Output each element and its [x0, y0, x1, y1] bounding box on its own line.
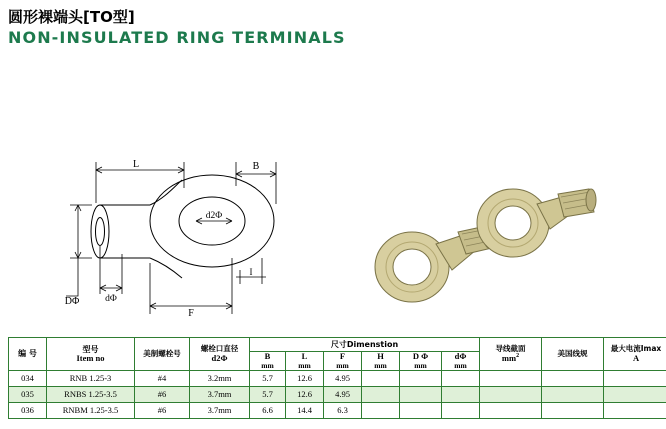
cell-dphi2 [442, 403, 480, 419]
th-wire: 导线截面 $mm^2$ [480, 338, 542, 371]
th-dphi: D Φ mm [400, 352, 442, 371]
cell-l: 14.4 [286, 403, 324, 419]
product-diagram [0, 58, 666, 326]
cell-l: 12.6 [286, 387, 324, 403]
cell-model: RNBM 1.25-3.5 [47, 403, 135, 419]
cell-wire [480, 387, 542, 403]
cell-imax [604, 387, 666, 403]
th-l: L mm [286, 352, 324, 371]
cell-code: 036 [9, 403, 47, 419]
th-code: 编 号 [9, 338, 47, 371]
cell-hole: 3.2mm [190, 371, 250, 387]
svg-text:d2Φ: d2Φ [205, 211, 223, 221]
table-body [9, 371, 666, 419]
cell-h [362, 387, 400, 403]
cell-f: 4.95 [324, 387, 362, 403]
cell-dphi [400, 403, 442, 419]
cell-dphi2 [442, 387, 480, 403]
cell-f: 4.95 [324, 371, 362, 387]
svg-text:I: I [249, 267, 253, 277]
cell-dphi [400, 371, 442, 387]
cell-hole: 3.7mm [190, 387, 250, 403]
svg-text:B: B [252, 161, 260, 172]
cell-imax [604, 371, 666, 387]
cell-model: RNBS 1.25-3.5 [47, 387, 135, 403]
th-hole: 螺栓口直径 d2Φ [190, 338, 250, 371]
cell-b: 5.7 [250, 387, 286, 403]
th-f: F mm [324, 352, 362, 371]
cell-awg [542, 387, 604, 403]
cell-awg [542, 403, 604, 419]
th-awg: 美国线规 [542, 338, 604, 371]
cell-h [362, 371, 400, 387]
cell-awg [542, 371, 604, 387]
cell-model: RNB 1.25-3 [47, 371, 135, 387]
cell-imax [604, 403, 666, 419]
cell-screw: #4 [135, 371, 190, 387]
cell-dphi [400, 387, 442, 403]
cell-dphi2 [442, 371, 480, 387]
cell-wire [480, 403, 542, 419]
specification-table [8, 337, 662, 419]
svg-text:DΦ: DΦ [64, 296, 80, 307]
cell-code: 034 [9, 371, 47, 387]
table-row [9, 387, 666, 403]
cell-wire [480, 371, 542, 387]
table-row [9, 403, 666, 419]
cell-l: 12.6 [286, 371, 324, 387]
cell-screw: #6 [135, 403, 190, 419]
th-screw: 美制螺栓号 [135, 338, 190, 371]
cell-b: 5.7 [250, 371, 286, 387]
cell-f: 6.3 [324, 403, 362, 419]
cell-screw: #6 [135, 387, 190, 403]
th-b: B mm [250, 352, 286, 371]
th-model: 型号 Item no [47, 338, 135, 371]
th-h: H mm [362, 352, 400, 371]
cell-code: 035 [9, 387, 47, 403]
page-title-chinese: 圆形裸端头[TO型] [8, 8, 135, 26]
svg-text:L: L [132, 159, 140, 170]
cell-b: 6.6 [250, 403, 286, 419]
cell-hole: 3.7mm [190, 403, 250, 419]
svg-text:dΦ: dΦ [105, 294, 117, 304]
page-title-english: NON-INSULATED RING TERMINALS [8, 28, 346, 47]
cell-h [362, 403, 400, 419]
th-dimension-group: 尺寸Dimenstion [250, 338, 480, 352]
table-row [9, 371, 666, 387]
svg-text:F: F [188, 308, 194, 319]
th-imax: 最大电流Imax A [604, 338, 666, 371]
th-dphi2: dΦ mm [442, 352, 480, 371]
